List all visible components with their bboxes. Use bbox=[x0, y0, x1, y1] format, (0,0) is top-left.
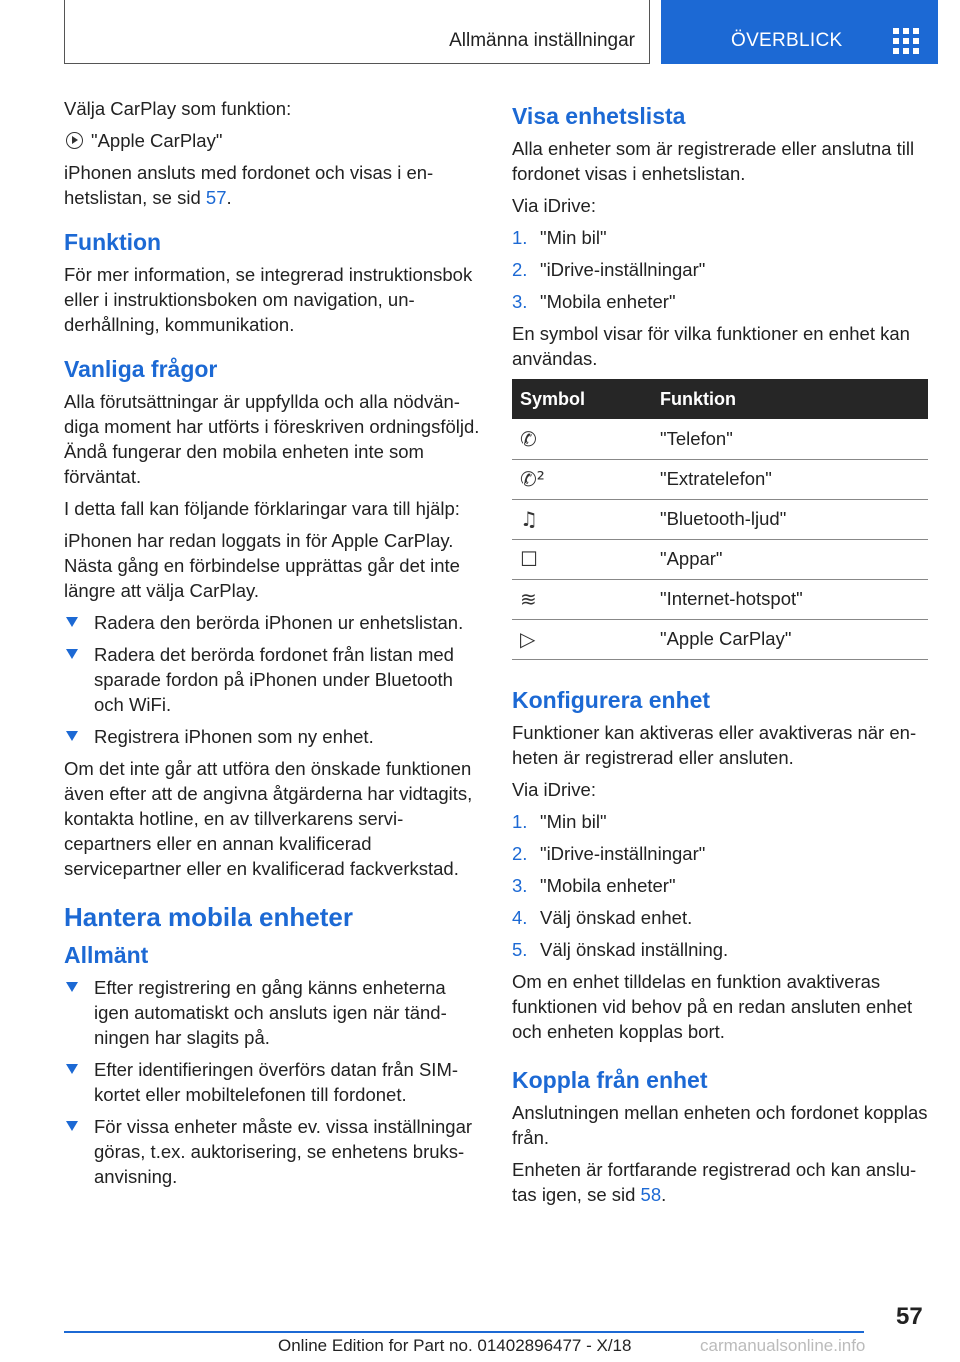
faq-text-4: Om det inte går att utföra den önskade funktionen även efter att de angivna åtgärderna har vidtagits, kontakta hotline, en av tillverkarens servicepartners eller en annan kvalificerad servicepartner eller en kvalificerad fackverkstad. bbox=[64, 758, 473, 879]
bullet-triangle-icon bbox=[66, 617, 78, 627]
step-item: 3. "Mobila enheter" bbox=[512, 874, 676, 896]
grid-icon bbox=[893, 28, 919, 54]
funktion-text: För mer information, se integrerad instruktionsbok eller i instruktionsboken om navigation, underhållning, kommunikation. bbox=[64, 264, 473, 335]
heading-funktion: Funktion bbox=[64, 229, 162, 255]
bullet-triangle-icon bbox=[66, 1121, 78, 1131]
table-row: ♫ "Bluetooth-ljud" bbox=[512, 499, 928, 539]
table-row: ≋ "Internet-hotspot" bbox=[512, 579, 928, 619]
koppla-text-2: Enheten är fortfarande registrerad och kan anslutas igen, se sid 58. bbox=[512, 1158, 917, 1205]
music-note-icon: ♫ bbox=[520, 507, 538, 531]
list-item: Radera den berörda iPhonen ur enhetslistan. bbox=[64, 610, 484, 635]
konfigurera-text-2: Om en enhet tilldelas en funktion avaktiveras funktionen vid behov på en redan ansluten enhet och enheten kopplas bort. bbox=[512, 970, 913, 1042]
header-section-title: Allmänna inställningar bbox=[449, 30, 635, 51]
left-column bbox=[64, 96, 484, 1196]
page-link-57[interactable]: 57 bbox=[205, 187, 227, 208]
list-item: Efter identifieringen överförs datan från SIM-kortet eller mobiltelefonen till fordonet. bbox=[64, 1057, 484, 1107]
wifi-icon: ≋ bbox=[520, 587, 537, 611]
carplay-play-icon bbox=[66, 132, 83, 149]
symbol-text: En symbol visar för vilka funktioner en enhet kan användas. bbox=[512, 323, 910, 369]
step-item: 5. Välj önskad inställning. bbox=[512, 938, 729, 960]
table-row: ✆ "Telefon" bbox=[512, 419, 928, 459]
overview-button[interactable] bbox=[661, 0, 938, 64]
right-column bbox=[512, 96, 930, 1214]
step-item: 4. Välj önskad enhet. bbox=[512, 906, 693, 928]
table-row: ☐ "Appar" bbox=[512, 539, 928, 579]
step-item: 1. "Min bil" bbox=[512, 227, 607, 248]
heading-koppla: Koppla från enhet bbox=[512, 1066, 708, 1093]
bullet-triangle-icon bbox=[66, 649, 78, 659]
page-number: 57 bbox=[896, 1303, 923, 1330]
heading-enhetslista: Visa enhetslista bbox=[512, 103, 686, 129]
carplay-play-icon: ▷ bbox=[520, 627, 536, 651]
carplay-description: iPhonen ansluts med fordonet och visas i enhetslistan, se sid 57. bbox=[64, 162, 434, 208]
list-item: Radera det berörda fordonet från listan med sparade fordon på iPhonen under Bluetooth och WiFi. bbox=[64, 642, 484, 717]
page-link-58[interactable]: 58 bbox=[640, 1183, 662, 1205]
carplay-menu-item[interactable]: "Apple CarPlay" bbox=[64, 128, 484, 153]
bullet-triangle-icon bbox=[66, 731, 78, 741]
footer-edition: Online Edition for Part no. 01402896477 - X/18 bbox=[278, 1336, 632, 1355]
step-item: 1. "Min bil" bbox=[512, 810, 607, 832]
list-item: Registrera iPhonen som ny enhet. bbox=[64, 724, 484, 749]
step-item: 2. "iDrive-inställningar" bbox=[512, 842, 706, 864]
heading-allmant: Allmänt bbox=[64, 942, 149, 968]
overview-label: ÖVERBLICK bbox=[731, 30, 843, 51]
carplay-intro: Välja CarPlay som funktion: bbox=[64, 98, 292, 119]
via-idrive-1: Via iDrive: bbox=[512, 195, 596, 216]
faq-text-1: Alla förutsättningar är uppfyllda och alla nödvändiga moment har utförts i föreskriven ordningsföljd. Ändå fungerar den mobila enheten inte som förväntat. bbox=[64, 391, 480, 487]
heading-konfigurera: Konfigurera enhet bbox=[512, 686, 711, 713]
step-item: 2. "iDrive-inställningar" bbox=[512, 259, 706, 280]
phone-icon: ✆ bbox=[520, 426, 537, 451]
enhetslista-text: Alla enheter som är registrerade eller anslutna till fordonet visas i enhetslistan. bbox=[512, 138, 915, 184]
faq-text-3: iPhonen har redan loggats in för Apple CarPlay. Nästa gång en förbindelse upprättas går det inte längre att välja CarPlay. bbox=[64, 530, 460, 601]
symbol-table bbox=[512, 379, 928, 660]
via-idrive-2: Via iDrive: bbox=[512, 778, 596, 800]
konfigurera-text: Funktioner kan aktiveras eller avaktiveras när enheten är registrerad eller ansluten. bbox=[512, 721, 917, 768]
table-row: ✆² "Extratelefon" bbox=[512, 459, 928, 499]
koppla-text-1: Anslutningen mellan enheten och fordonet kopplas från. bbox=[512, 1101, 928, 1148]
list-item: Efter registrering en gång känns enheterna igen automatiskt och ansluts igen när tändningen har slagits på. bbox=[64, 975, 484, 1050]
heading-faq: Vanliga frågor bbox=[64, 356, 218, 382]
list-item: För vissa enheter måste ev. vissa inställningar göras, t.ex. auktorisering, se enhetens bruksanvisning. bbox=[64, 1114, 484, 1189]
table-header-funktion: Funktion bbox=[652, 379, 928, 419]
extra-phone-icon: ✆² bbox=[520, 467, 545, 491]
bullet-triangle-icon bbox=[66, 982, 78, 992]
table-row: ▷ "Apple CarPlay" bbox=[512, 619, 928, 659]
heading-hantera: Hantera mobila enheter bbox=[64, 902, 353, 932]
bullet-triangle-icon bbox=[66, 1064, 78, 1074]
step-item: 3. "Mobila enheter" bbox=[512, 291, 676, 312]
faq-text-2: I detta fall kan följande förklaringar vara till hjälp: bbox=[64, 498, 460, 519]
table-header-symbol: Symbol bbox=[512, 379, 652, 419]
apps-square-icon: ☐ bbox=[520, 547, 538, 571]
header-section-box bbox=[64, 0, 650, 64]
footer-divider bbox=[64, 1331, 864, 1333]
watermark: carmanualsonline.info bbox=[700, 1336, 866, 1355]
